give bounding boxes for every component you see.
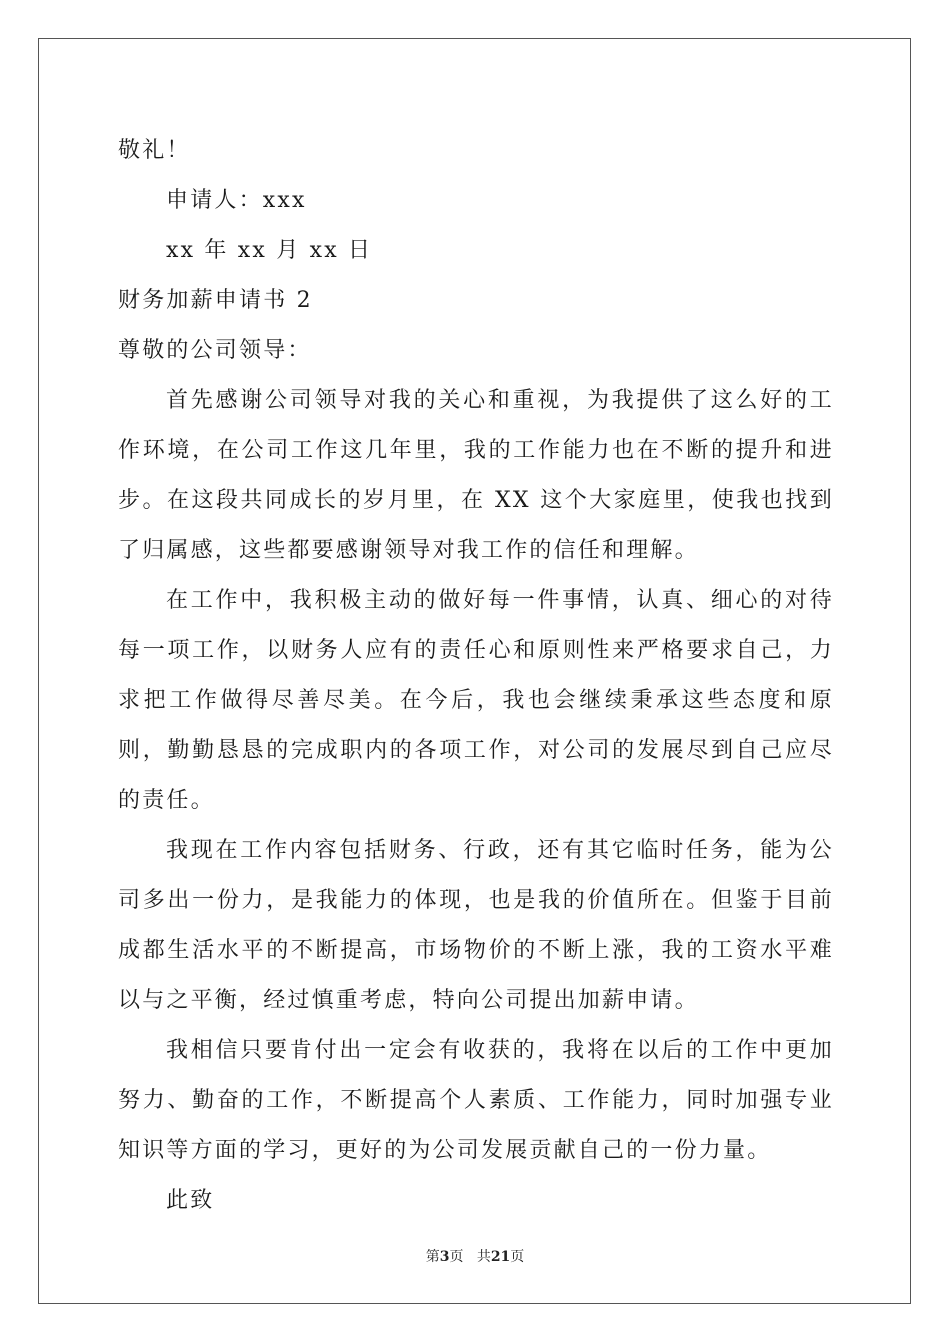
page-suffix: 页 <box>449 1249 464 1265</box>
page-number: 3 <box>439 1249 450 1265</box>
paragraph-4: 我相信只要肯付出一定会有收获的，我将在以后的工作中更加努力、勤奋的工作，不断提高个人素质、工作能力，同时加强专业知识等方面的学习，更好的为公司发展贡献自己的一份力量。 <box>118 1038 834 1163</box>
document-body <box>118 126 834 1226</box>
total-suffix: 页 <box>510 1249 525 1265</box>
page-prefix: 第 <box>425 1249 440 1265</box>
paragraph-2: 在工作中，我积极主动的做好每一件事情，认真、细心的对待每一项工作，以财务人应有的责任心和原则性来严格要求自己，力求把工作做得尽善尽美。在今后，我也会继续秉承这些态度和原则，勤勤恳恳的完成职内的各项工作，对公司的发展尽到自己应尽的责任。 <box>118 588 834 813</box>
date-line: xx 年 xx 月 xx 日 <box>166 238 373 263</box>
applicant-line: 申请人：xxx <box>166 188 307 213</box>
total-prefix: 共 <box>476 1249 491 1265</box>
paragraph-1: 首先感谢公司领导对我的关心和重视，为我提供了这么好的工作环境，在公司工作这几年里，我的工作能力也在不断的提升和进步。在这段共同成长的岁月里，在 XX 这个大家庭里，使我也找到了归属感，这些都要感谢领导对我工作的信任和理解。 <box>118 388 834 563</box>
salutation-close: 敬礼！ <box>118 138 191 163</box>
total-pages: 21 <box>490 1249 511 1265</box>
page-footer <box>0 1247 950 1267</box>
greeting: 尊敬的公司领导： <box>118 338 312 363</box>
paragraph-3: 我现在工作内容包括财务、行政，还有其它临时任务，能为公司多出一份力，是我能力的体现，也是我的价值所在。但鉴于目前成都生活水平的不断提高，市场物价的不断上涨，我的工资水平难以与之平衡，经过慎重考虑，特向公司提出加薪申请。 <box>118 838 834 1013</box>
document-title: 财务加薪申请书 2 <box>118 288 313 313</box>
closing-line: 此致 <box>166 1188 215 1213</box>
